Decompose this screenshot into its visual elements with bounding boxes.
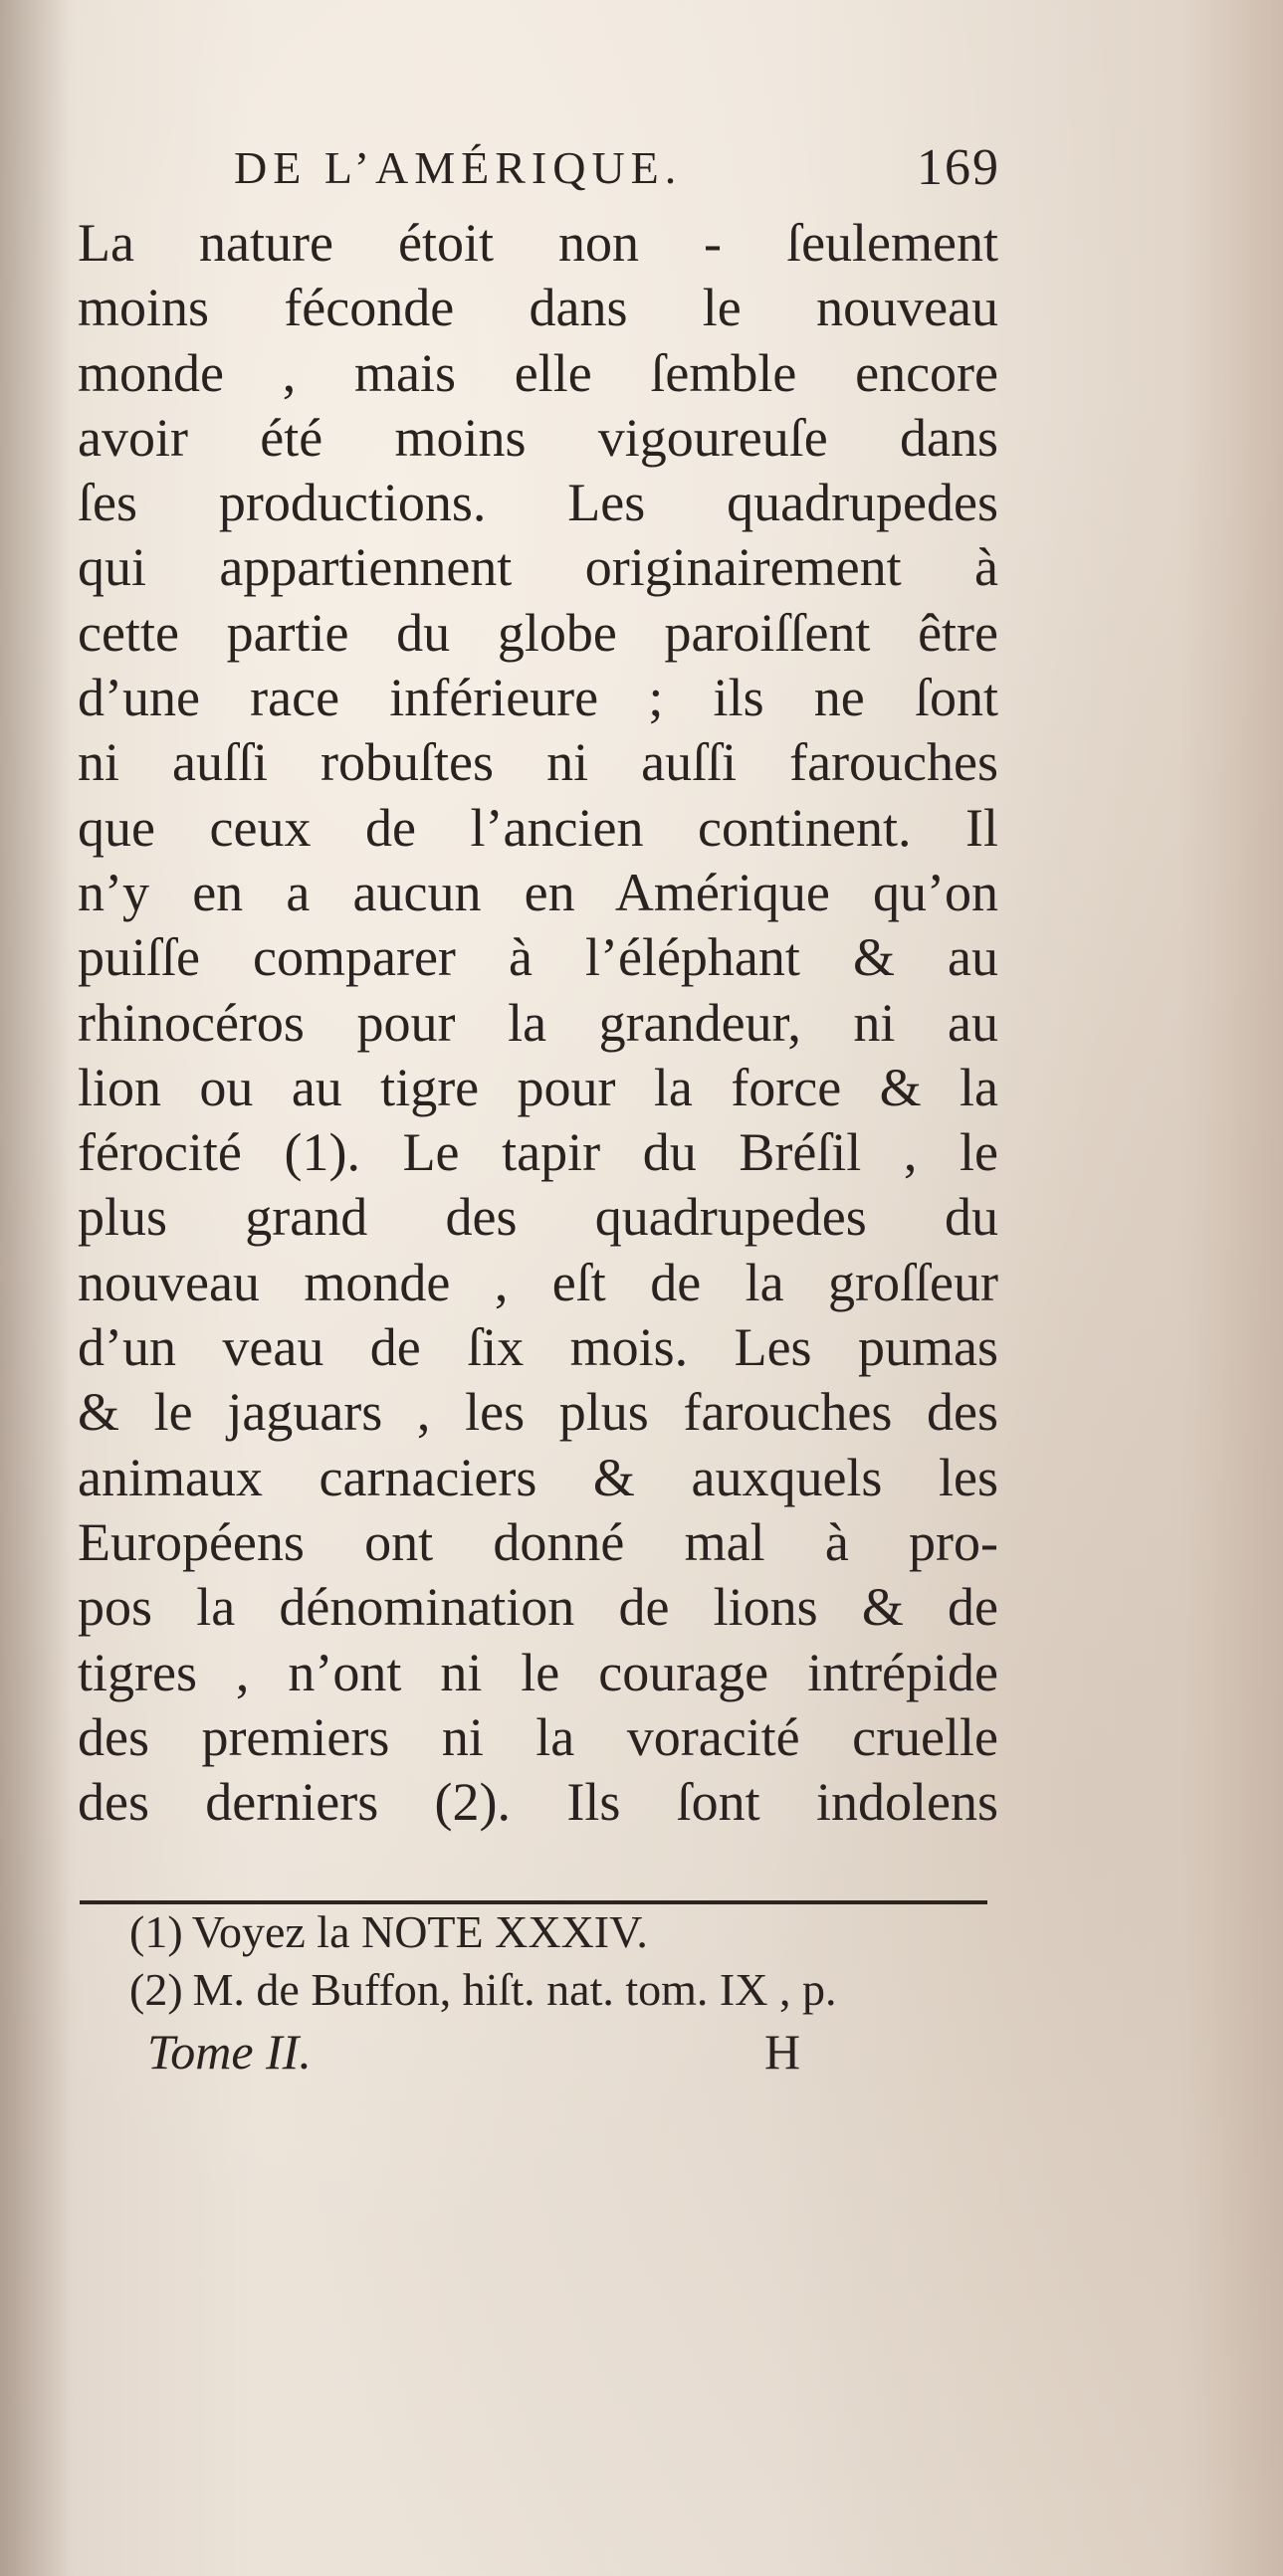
text-line: d’un veau de ſix mois. Les pumas — [78, 1317, 998, 1378]
footnote-text: Voyez la NOTE XXXIV. — [191, 1906, 648, 1957]
text-line: & le jaguars , les plus farouches des — [78, 1382, 998, 1443]
text-line: avoir été moins vigoureuſe dans — [78, 407, 998, 468]
text-line: La nature étoit non - ſeulement — [78, 213, 998, 273]
text-line: plus grand des quadrupedes du — [78, 1187, 998, 1248]
text-line: monde , mais elle ſemble encore — [78, 342, 998, 403]
text-line: des premiers ni la voracité cruelle — [78, 1706, 998, 1767]
page-number: 169 — [917, 139, 1000, 196]
running-head — [234, 137, 1000, 199]
text-line: ſes productions. Les quadrupedes — [78, 473, 998, 533]
footnotes — [129, 1903, 1005, 2019]
footnote-number: (2) — [129, 1964, 183, 2015]
volume-label: Tome II. — [147, 2024, 312, 2080]
text-line: rhinocéros pour la grandeur, ni au — [78, 992, 998, 1053]
footnote-number: (1) — [129, 1906, 183, 1957]
text-line: puiſſe comparer à l’éléphant & au — [78, 927, 998, 988]
gutter-shadow — [0, 0, 70, 2576]
footnote-2 — [129, 1961, 1005, 2019]
gathering-signature: H — [764, 2024, 801, 2080]
text-line: des derniers (2). Ils ſont indolens — [78, 1772, 998, 1833]
text-line: ni auſſi robuſtes ni auſſi farouches — [78, 732, 998, 793]
text-line: d’une race inférieure ; ils ne ſont — [78, 668, 998, 728]
text-line: pos la dénomination de lions & de — [78, 1577, 998, 1638]
text-line: nouveau monde , eſt de la groſſeur — [78, 1252, 998, 1312]
footnote-1 — [129, 1903, 1005, 1961]
body-text — [78, 211, 998, 1835]
footnote-text: M. de Buffon, hiſt. nat. tom. IX , p. — [192, 1964, 837, 2015]
text-line: cette partie du globe paroiſſent être — [78, 602, 998, 663]
text-line: animaux carnaciers & auxquels les — [78, 1447, 998, 1507]
text-line: moins féconde dans le nouveau — [78, 278, 998, 338]
text-line: que ceux de l’ancien continent. Il — [78, 797, 998, 858]
running-head-title: DE L’AMÉRIQUE. — [234, 142, 683, 193]
text-line: lion ou au tigre pour la force & la — [78, 1057, 998, 1117]
text-line: tigres , n’ont ni le courage intrépide — [78, 1642, 998, 1702]
text-line: férocité (1). Le tapir du Bréſil , le — [78, 1122, 998, 1183]
text-line: qui appartiennent originairement à — [78, 537, 998, 598]
text-line: n’y en a aucun en Amérique qu’on — [78, 862, 998, 922]
signature-line — [147, 2020, 844, 2083]
text-line: Européens ont donné mal à pro- — [78, 1511, 998, 1572]
